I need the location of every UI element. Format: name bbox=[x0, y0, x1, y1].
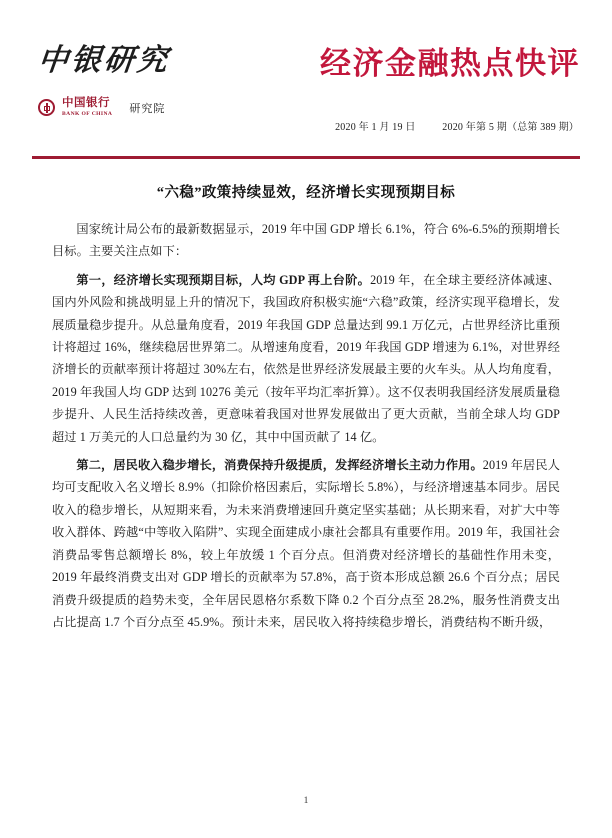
paragraph-lead: 第二，居民收入稳步增长，消费保持升级提质，发挥经济增长主动力作用。 bbox=[76, 458, 483, 473]
paragraph-text: 国家统计局公布的最新数据显示，2019 年中国 GDP 增长 6.1%，符合 6%-6.5%的预期增长目标。主要关注点如下： bbox=[52, 222, 560, 259]
bank-name-cn: 中国银行 bbox=[62, 97, 110, 109]
paragraph-lead: 第一，经济增长实现预期目标，人均 GDP 再上台阶。 bbox=[76, 272, 371, 287]
publication-issue: 2020 年第 5 期（总第 389 期） bbox=[442, 122, 579, 133]
masthead bbox=[32, 46, 580, 150]
department-label: 研究院 bbox=[129, 102, 166, 115]
publication-meta bbox=[335, 118, 579, 133]
publication-date: 2020 年 1 月 19 日 bbox=[335, 122, 416, 133]
paragraph-text: 2019 年居民人均可支配收入名义增长 8.9%（扣除价格因素后，实际增长 5.8%），与经济增速基本同步。居民收入的稳步增长，从短期来看，为未来消费增速回升奠定坚实基础；从长期来看，对扩大中等收入群体、跨越“中等收入陷阱”、实现全面建成小康社会都具有重要作用。2019 年，我国社会消费品零售总额增长 8%，较上年放缓 1 个百分点。但消费对经济增长的基础性作用未变，2019 年最终消费支出对 GDP 增长的贡献率为 57.8%，高于资本形成总额 26.6 个百分点；居民消费升级提质的趋势未变，全年居民恩格尔系数下降 0.2 个百分点至 28.2%，服务性消费支出占比提高 1.7 个百分点至 45.9%。预计未来，居民收入将持续稳步增长，消费结构不断升级， bbox=[52, 458, 560, 629]
publication-title: 经济金融热点快评 bbox=[320, 46, 580, 81]
brand-script-logo: 中银研究 bbox=[36, 44, 172, 77]
bank-name-group bbox=[62, 98, 112, 117]
article-body bbox=[52, 159, 560, 633]
brand-block bbox=[38, 46, 298, 117]
bank-of-china-logo-icon bbox=[38, 99, 55, 116]
paragraph bbox=[52, 269, 560, 448]
bank-name-en: BANK OF CHINA bbox=[62, 110, 113, 117]
page-number: 1 bbox=[303, 796, 309, 806]
bank-identity bbox=[38, 98, 298, 117]
document-page bbox=[0, 46, 612, 838]
paragraph bbox=[52, 218, 560, 263]
paragraph-text: 2019 年，在全球主要经济体减速、国内外风险和挑战明显上升的情况下，我国政府积极实施“六稳”政策，经济实现平稳增长，发展质量稳步提升。从总量角度看，2019 年我国 GDP 总量达到 99.1 万亿元，占世界经济比重预计将超过 16%，继续稳居世界第二。从增速角度看，2019 年我国 GDP 增速为 6.1%，对世界经济增长的贡献率预计将超过 30%左右，依然是世界经济发展最主要的火车头。从人均角度看，2019 年我国人均 GDP 达到 10276 美元（按年平均汇率折算）。这不仅表明我国经济发展质量稳步提升、人民生活持续改善，更意味着我国对世界发展做出了更大贡献，当前全球人均 GDP 超过 1 万美元的人口总量约为 30 亿，其中中国贡献了 14 亿。 bbox=[52, 272, 560, 444]
paragraph bbox=[52, 454, 560, 633]
article-title: “六稳”政策持续显效，经济增长实现预期目标 bbox=[156, 185, 456, 201]
